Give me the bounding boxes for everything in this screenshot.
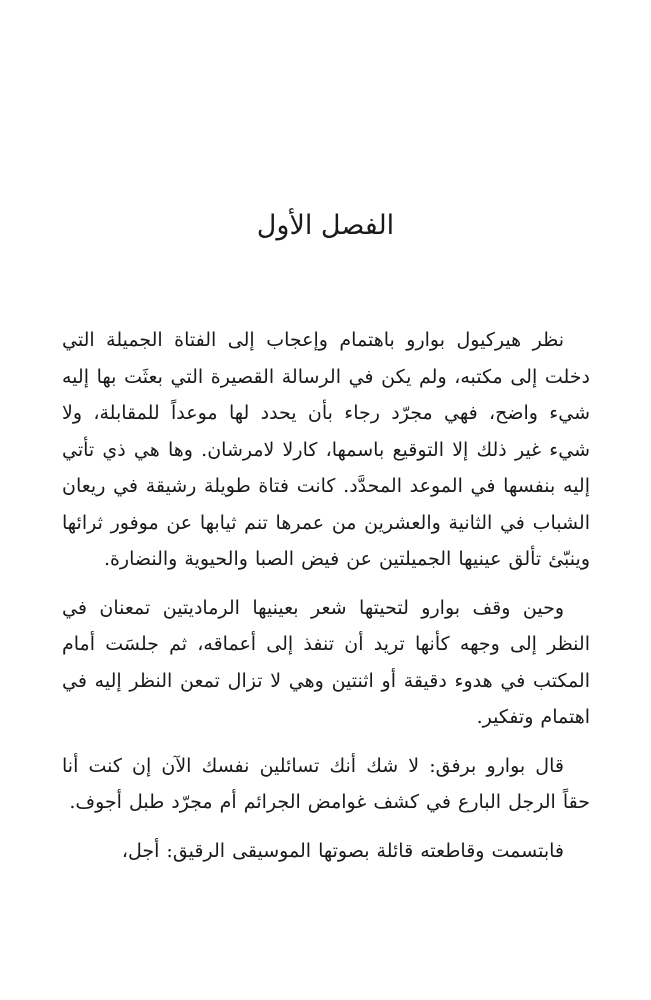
chapter-body bbox=[62, 322, 590, 881]
paragraph: نظر هيركيول بوارو باهتمام وإعجاب إلى الفتاة الجميلة التي دخلت إلى مكتبه، ولم يكن في الرسالة القصيرة التي بعثَت بها إليه شيء واضح، فهي مجرّد رجاء بأن يحدد لها موعداً للمقابلة، ولا شيء غير ذلك إلا التوقيع باسمها، كارلا لامرشان. وها هي ذي تأتي إليه بنفسها في الموعد المحدَّد. كانت فتاة طويلة رشيقة في ريعان الشباب في الثانية والعشرين من عمرها تنم ثيابها عن موفور ثرائها وينبّئ تألق عينيها الجميلتين عن فيض الصبا والحيوية والنضارة. bbox=[62, 329, 590, 570]
paragraph: قال بوارو برفق: لا شك أنك تسائلين نفسك الآن إن كنت أنا حقاً الرجل البارع في كشف غوامض الجرائم أم مجرّد طبل أجوف. bbox=[62, 754, 590, 813]
paragraph: وحين وقف بوارو لتحيتها شعر بعينيها الرماديتين تمعنان في النظر إلى وجهه كأنها تريد أن تنفذ إلى أعماقه، ثم جلسَت أمام المكتب في هدوء دقيقة أو اثنتين وهي لا تزال تمعن النظر إليه في اهتمام وتفكير. bbox=[62, 596, 590, 728]
paragraph: فابتسمت وقاطعته قائلة بصوتها الموسيقى الرقيق: أجل، bbox=[121, 839, 564, 862]
chapter-title: الفصل الأول bbox=[256, 210, 395, 241]
